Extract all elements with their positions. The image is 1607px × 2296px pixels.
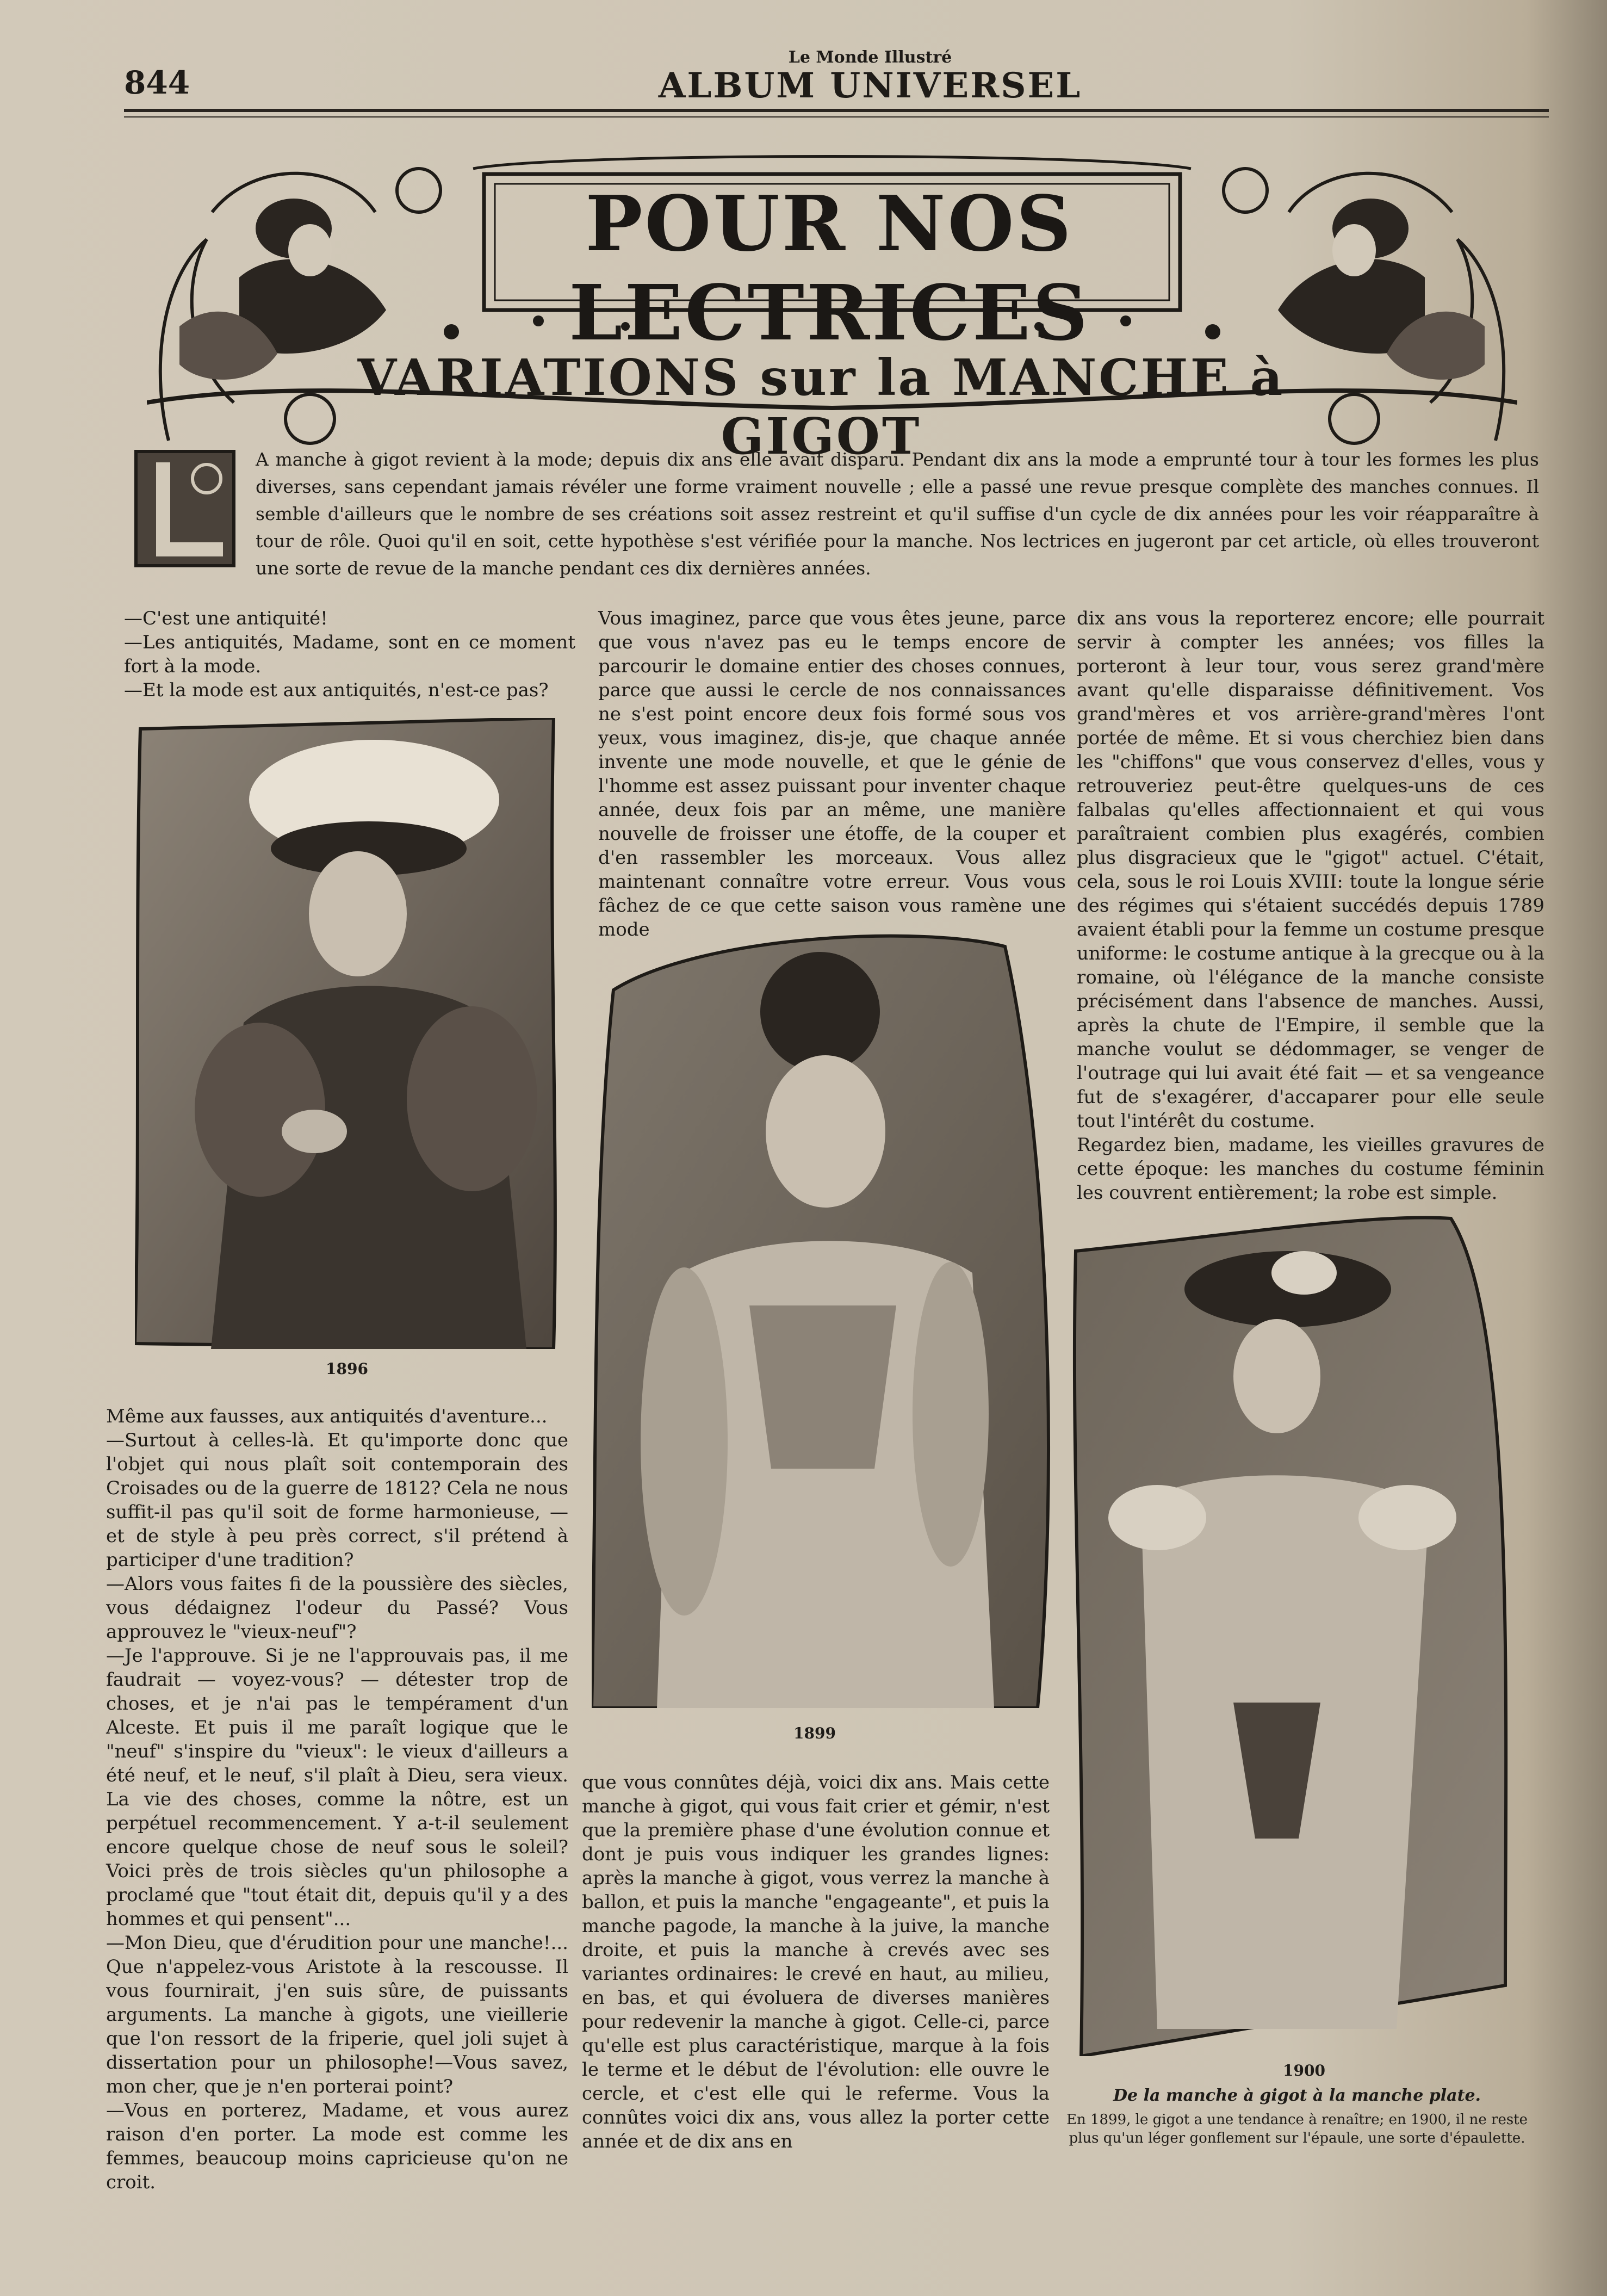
photo-1900-caption-title: De la manche à gigot à la manche plate. (1113, 2086, 1481, 2105)
photo-1900-caption-text: En 1899, le gigot a une tendance à renaître; en 1900, il ne reste plus qu'un léger gonflement sur l'épaule, une sorte d'épaulette. (1066, 2112, 1528, 2146)
paragraph: —Vous en porterez, Madame, et vous aurez raison d'en porter. La mode est comme les femmes, beaucoup moins capricieuse qu'on ne croit. (106, 2100, 568, 2193)
dropcap-ornament (131, 446, 239, 571)
photo-1896-label: 1896 (326, 1360, 368, 1378)
paragraph: —C'est une antiquité! (124, 608, 328, 629)
paragraph: que vous connûtes déjà, voici dix ans. Mais cette manche à gigot, qui vous fait crier et gémir, n'est que la première phase d'une évolution connue et dont je puis vous indiquer les grandes lignes: après la manche à gigot, vous verrez la manche à ballon, et puis la manche "engageante", et puis la manche pagode, la manche à la juive, la manche droite, et puis la manche à crevés avec ses variantes ordinaires: le crevé en haut, au milieu, en bas, et qui évoluera de diverses manières pour redevenir la manche à gigot. Celle-ci, parce qu'elle est plus caractéristique, marque à la fois le terme et le début de l'évolution: elle ouvre le cercle, et c'est elle qui le referme. Vous la connûtes voici dix ans, vous allez la porter cette année et de dix ans en (582, 1772, 1050, 2152)
dropcap-l-icon (131, 446, 239, 571)
photo-1899-label: 1899 (793, 1724, 836, 1742)
column-2-bottom (582, 1771, 1050, 2153)
header-rule (124, 109, 1549, 112)
paragraph: —Alors vous faites fi de la poussière des siècles, vous dédaignez l'odeur du Passé? Vous approuvez le "vieux-neuf"? (106, 1573, 568, 1643)
photo-1896 (135, 718, 559, 1349)
column-1-bottom (106, 1404, 568, 2194)
paragraph: —Mon Dieu, que d'érudition pour une manche!... Que n'appelez-vous Aristote à la rescousse. Il vous fournirait, j'en suis sûre, de puissants arguments. La manche à gigots, une vieillerie que l'on ressort de la friperie, quel joli sujet à dissertation pour un philosophe!—Vous savez, mon cher, que je n'en porterai point? (106, 1932, 568, 2097)
paragraph: —Et la mode est aux antiquités, n'est-ce pas? (124, 679, 549, 701)
portrait-1899-image (592, 925, 1059, 1708)
column-2-top (598, 607, 1066, 942)
masthead-subtitle: Le Monde Illustré (788, 48, 952, 67)
portrait-1900-image (1070, 1213, 1516, 2056)
article-subtitle: VARIATIONS sur la MANCHE à GIGOT (357, 348, 1285, 466)
paragraph: Vous imaginez, parce que vous êtes jeune, parce que vous n'avez pas eu le temps encore de parcourir le domaine entier des choses connues, parce que aussi le cercle de nos connaissances ne s'est point encore deux fois formé sous vos yeux, vous imaginez, dis-je, que chaque année invente une mode nouvelle, et que le génie de l'homme est assez puissant pour inventer chaque année, deux fois par an même, une manière nouvelle de froisser une étoffe, de la couper et d'en rassembler les morceaux. Vous allez maintenant connaître votre erreur. Vous vous fâchez de ce que cette saison vous ramène une mode (598, 608, 1066, 940)
column-3-top (1077, 607, 1544, 1205)
article-intro: A manche à gigot revient à la mode; depuis dix ans elle avait disparu. Pendant dix ans la mode a emprunté tour à tour les formes les plus diverses, sans cependant jamais révéler une forme vraiment nouvelle ; elle a passé une revue presque complète des manches connues. Il semble d'ailleurs que le nombre de ses créations soit assez restreint et qu'il suffise d'un cycle de dix années pour les voir réapparaître à tour de rôle. Quoi qu'il en soit, cette hypothèse s'est vérifiée pour la manche. Nos lectrices en jugeront par cet article, où elles trouveront une sorte de revue de la manche pendant ces dix dernières années. (256, 449, 1539, 579)
paragraph: —Je l'approuve. Si je ne l'approuvais pas, il me faudrait — voyez-vous? — détester trop de choses, et je n'ai pas le tempérament d'un Alceste. Et puis il me paraît logique que le "neuf" s'inspire du "vieux": le vieux d'ailleurs a été neuf, et le neuf, s'il plaît à Dieu, sera vieux. La vie des choses, comme la nôtre, est un perpétuel recommencement. Y a-t-il seulement encore quelque chose de neuf sous le soleil? Voici près de trois siècles qu'un philosophe a proclamé que "tout était dit, depuis qu'il y a des hommes et qui pensent"... (106, 1645, 568, 1930)
photo-1899 (592, 925, 1059, 1708)
paragraph: dix ans vous la reporterez encore; elle pourrait servir à compter les années; vos filles la porteront à leur tour, vous serez grand'mère avant qu'elle disparaisse définitivement. Vos grand'mères et vos arrière-grand'mères l'ont portée de même. Et si vous cherchiez bien dans les "chiffons" que vous conservez d'elles, vous y retrouveriez peut-être quelques-uns de ces falbalas qu'elles affectionnaient et qui vous paraîtraient combien plus exagérés, combien plus disgracieux que le "gigot" actuel. C'était, cela, sous le roi Louis XVIII: toute la longue série des régimes qui s'étaient succédés depuis 1789 avaient établi pour la femme un costume presque uniforme: le costume antique à la grecque ou à la romaine, où l'élégance de la manche consiste précisément dans l'absence de manches. Aussi, après la chute de l'Empire, il semble que la manche voulut se dédommager, se venger de l'outrage qui lui avait été fait — et sa vengeance fut de s'exagérer, d'accaparer pour elle seule tout l'intérêt du costume. (1077, 608, 1544, 1132)
page-number: 844 (124, 64, 190, 101)
photo-1900-label: 1900 (1283, 2062, 1325, 2080)
paragraph: —Surtout à celles-là. Et qu'importe donc que l'objet qui nous plaît soit contemporain des Croisades ou de la guerre de 1812? Cela ne nous suffit-il pas qu'il soit de forme harmonieuse, — et de style à peu près correct, s'il prétend à participer d'une tradition? (106, 1429, 568, 1571)
portrait-1896-image (135, 718, 559, 1349)
header-rule-thin (124, 116, 1549, 117)
column-1-top (124, 607, 575, 702)
paragraph: Regardez bien, madame, les vieilles gravures de cette époque: les manches du costume féminin les couvrent entièrement; la robe est simple. (1077, 1134, 1544, 1204)
photo-1900 (1070, 1213, 1516, 2056)
section-title: POUR NOS LECTRICES (569, 180, 1090, 358)
paragraph: Même aux fausses, aux antiquités d'aventure... (106, 1406, 548, 1427)
masthead-title: ALBUM UNIVERSEL (658, 65, 1082, 106)
paragraph: —Les antiquités, Madame, sont en ce moment fort à la mode. (124, 632, 575, 677)
